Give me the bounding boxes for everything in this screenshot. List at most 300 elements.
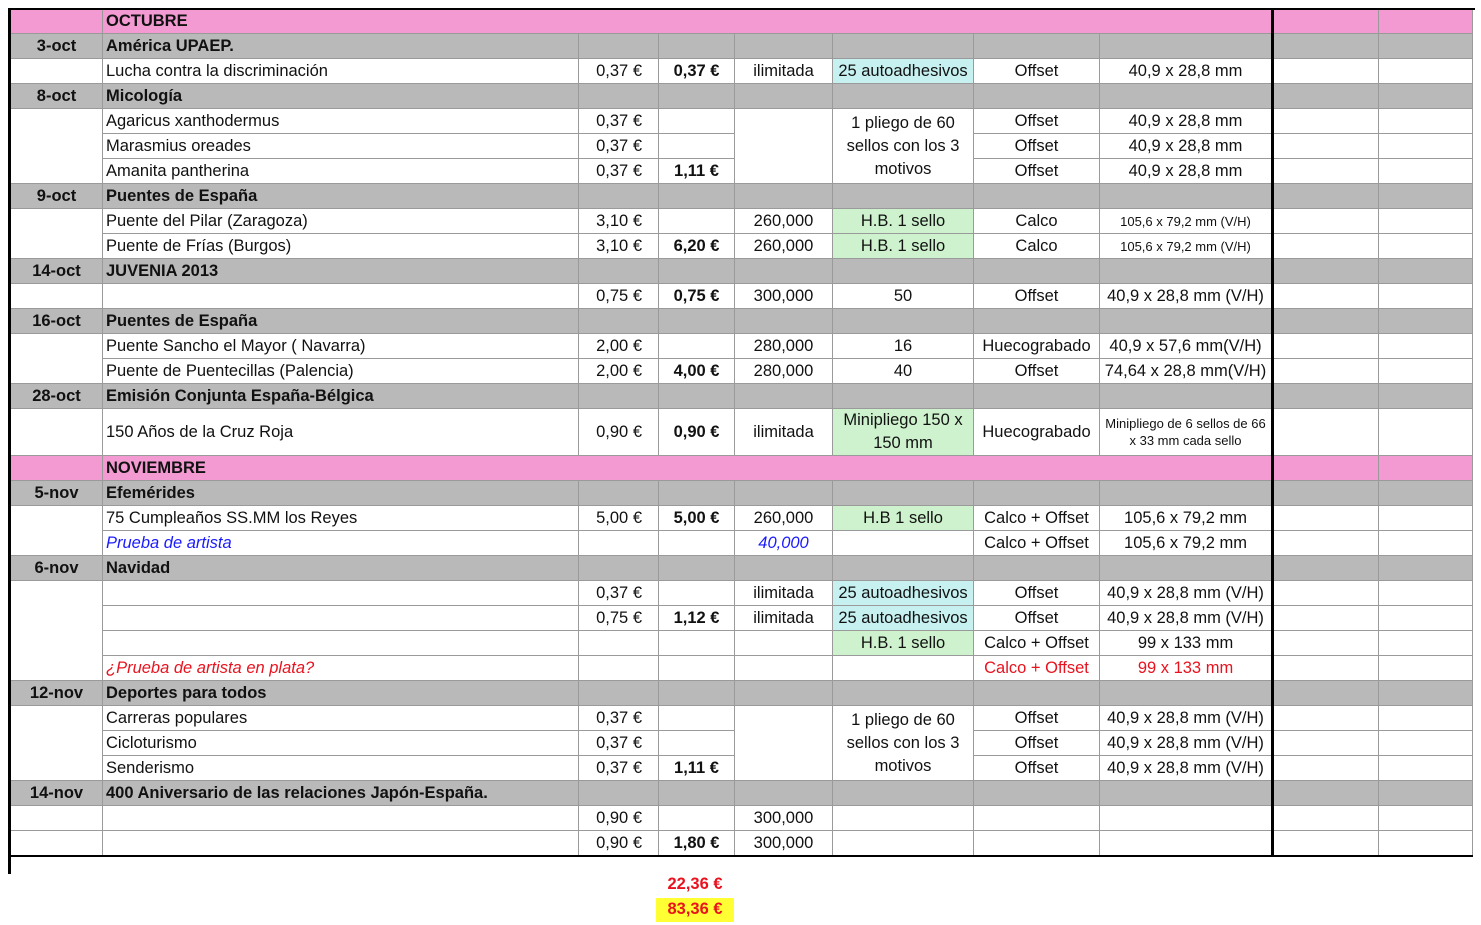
issue-total: 4,00 € bbox=[659, 359, 735, 384]
empty-cell bbox=[11, 706, 103, 781]
issue-date: 5-nov bbox=[11, 481, 103, 506]
stamp-price: 3,10 € bbox=[579, 209, 659, 234]
stamp-title: Cicloturismo bbox=[103, 731, 579, 756]
empty-cell bbox=[1273, 134, 1379, 159]
empty-cell bbox=[1379, 334, 1473, 359]
stamp-title: Puente del Pilar (Zaragoza) bbox=[103, 209, 579, 234]
stamp-price: 0,37 € bbox=[579, 109, 659, 134]
month-row-octubre bbox=[11, 9, 1473, 34]
empty-cell bbox=[579, 384, 659, 409]
empty-cell bbox=[1273, 59, 1379, 84]
empty-cell bbox=[833, 531, 974, 556]
stamp-size: 105,6 x 79,2 mm bbox=[1100, 531, 1273, 556]
stamp-row bbox=[11, 531, 1473, 556]
stamp-format: H.B. 1 sello bbox=[833, 209, 974, 234]
empty-cell bbox=[1273, 409, 1379, 456]
empty-cell bbox=[1379, 481, 1473, 506]
print-method: Offset bbox=[974, 109, 1100, 134]
empty-cell bbox=[659, 184, 735, 209]
empty-cell bbox=[1379, 384, 1473, 409]
print-method: Calco + Offset bbox=[974, 631, 1100, 656]
empty-cell bbox=[735, 481, 833, 506]
stamp-size: 99 x 133 mm bbox=[1100, 656, 1273, 681]
stamp-size: 40,9 x 28,8 mm (V/H) bbox=[1100, 284, 1273, 309]
empty-cell bbox=[833, 259, 974, 284]
empty-cell bbox=[659, 631, 735, 656]
stamp-price: 0,90 € bbox=[579, 831, 659, 857]
month-label: NOVIEMBRE bbox=[103, 456, 1273, 481]
empty-cell bbox=[579, 259, 659, 284]
issue-date: 12-nov bbox=[11, 681, 103, 706]
stamp-row bbox=[11, 359, 1473, 384]
empty-cell bbox=[1273, 481, 1379, 506]
empty-cell bbox=[1379, 731, 1473, 756]
stamp-title bbox=[103, 581, 579, 606]
stamp-schedule-table bbox=[10, 8, 1473, 857]
empty-cell bbox=[1100, 184, 1273, 209]
stamp-row bbox=[11, 409, 1473, 456]
issue-header-row bbox=[11, 556, 1473, 581]
empty-cell bbox=[579, 556, 659, 581]
empty-cell bbox=[1273, 309, 1379, 334]
stamp-price: 2,00 € bbox=[579, 359, 659, 384]
empty-cell bbox=[1379, 259, 1473, 284]
empty-cell bbox=[1273, 581, 1379, 606]
empty-cell bbox=[579, 84, 659, 109]
issue-total: 0,90 € bbox=[659, 409, 735, 456]
stamp-title bbox=[103, 284, 579, 309]
issue-theme: Puentes de España bbox=[103, 309, 579, 334]
print-method: Offset bbox=[974, 731, 1100, 756]
stamp-size: 40,9 x 28,8 mm (V/H) bbox=[1100, 731, 1273, 756]
stamp-format: 1 pliego de 60 sellos con los 3 motivos bbox=[833, 706, 974, 781]
print-method: Huecograbado bbox=[974, 334, 1100, 359]
issue-date: 9-oct bbox=[11, 184, 103, 209]
empty-cell bbox=[833, 481, 974, 506]
empty-cell bbox=[1379, 706, 1473, 731]
stamp-size: 40,9 x 28,8 mm (V/H) bbox=[1100, 606, 1273, 631]
stamp-price: 0,37 € bbox=[579, 581, 659, 606]
issue-header-row bbox=[11, 481, 1473, 506]
empty-cell bbox=[659, 781, 735, 806]
empty-cell bbox=[833, 656, 974, 681]
empty-cell bbox=[974, 184, 1100, 209]
issue-theme: Navidad bbox=[103, 556, 579, 581]
print-method: Offset bbox=[974, 284, 1100, 309]
stamp-title: Puente de Puentecillas (Palencia) bbox=[103, 359, 579, 384]
stamp-row bbox=[11, 606, 1473, 631]
empty-cell bbox=[1273, 234, 1379, 259]
stamp-price: 0,37 € bbox=[579, 134, 659, 159]
empty-cell bbox=[735, 556, 833, 581]
issue-date: 14-nov bbox=[11, 781, 103, 806]
empty-cell bbox=[1379, 159, 1473, 184]
spare-cell bbox=[1273, 9, 1379, 34]
empty-cell bbox=[1100, 481, 1273, 506]
empty-cell bbox=[833, 309, 974, 334]
issue-theme: 400 Aniversario de las relaciones Japón-España. bbox=[103, 781, 579, 806]
print-run: ilimitada bbox=[735, 606, 833, 631]
empty-cell bbox=[833, 384, 974, 409]
empty-cell bbox=[659, 681, 735, 706]
empty-cell bbox=[974, 831, 1100, 857]
stamp-row bbox=[11, 656, 1473, 681]
empty-cell bbox=[1379, 234, 1473, 259]
print-run: 260,000 bbox=[735, 506, 833, 531]
empty-cell bbox=[735, 681, 833, 706]
empty-cell bbox=[1273, 631, 1379, 656]
empty-cell bbox=[659, 134, 735, 159]
empty-cell bbox=[659, 259, 735, 284]
subtotal-value: 22,36 € bbox=[667, 875, 723, 893]
empty-cell bbox=[1379, 606, 1473, 631]
empty-cell bbox=[659, 481, 735, 506]
print-method: Offset bbox=[974, 59, 1100, 84]
empty-cell bbox=[1379, 284, 1473, 309]
print-method: Offset bbox=[974, 606, 1100, 631]
print-method: Huecograbado bbox=[974, 409, 1100, 456]
stamp-format: H.B 1 sello bbox=[833, 506, 974, 531]
stamp-title: Puente Sancho el Mayor ( Navarra) bbox=[103, 334, 579, 359]
empty-cell bbox=[833, 556, 974, 581]
empty-cell bbox=[735, 309, 833, 334]
empty-cell bbox=[1379, 84, 1473, 109]
print-method: Offset bbox=[974, 756, 1100, 781]
stamp-size: 74,64 x 28,8 mm(V/H) bbox=[1100, 359, 1273, 384]
empty-cell bbox=[735, 34, 833, 59]
issue-theme: Micología bbox=[103, 84, 579, 109]
stamp-price: 0,37 € bbox=[579, 159, 659, 184]
empty-cell bbox=[659, 706, 735, 731]
empty-cell bbox=[833, 681, 974, 706]
stamp-row bbox=[11, 334, 1473, 359]
empty-cell bbox=[1273, 706, 1379, 731]
empty-cell bbox=[735, 109, 833, 184]
stamp-title: Puente de Frías (Burgos) bbox=[103, 234, 579, 259]
empty-cell bbox=[11, 334, 103, 384]
issue-total: 0,37 € bbox=[659, 59, 735, 84]
empty-cell bbox=[735, 384, 833, 409]
empty-cell bbox=[1379, 756, 1473, 781]
issue-total: 5,00 € bbox=[659, 506, 735, 531]
print-run: 280,000 bbox=[735, 334, 833, 359]
empty-cell bbox=[1273, 284, 1379, 309]
print-method: Offset bbox=[974, 359, 1100, 384]
stamp-row bbox=[11, 59, 1473, 84]
empty-cell bbox=[1273, 334, 1379, 359]
empty-cell bbox=[1100, 259, 1273, 284]
empty-cell bbox=[1100, 34, 1273, 59]
empty-cell bbox=[579, 34, 659, 59]
empty-cell bbox=[735, 656, 833, 681]
empty-cell bbox=[1100, 806, 1273, 831]
stamp-size: 40,9 x 28,8 mm (V/H) bbox=[1100, 706, 1273, 731]
print-method: Offset bbox=[974, 134, 1100, 159]
issue-theme: JUVENIA 2013 bbox=[103, 259, 579, 284]
empty-cell bbox=[1273, 34, 1379, 59]
empty-cell bbox=[1273, 756, 1379, 781]
empty-cell bbox=[735, 184, 833, 209]
empty-cell bbox=[1379, 309, 1473, 334]
stamp-size: 40,9 x 57,6 mm(V/H) bbox=[1100, 334, 1273, 359]
stamp-format: H.B. 1 sello bbox=[833, 234, 974, 259]
empty-cell bbox=[1100, 309, 1273, 334]
stamp-format: 50 bbox=[833, 284, 974, 309]
stamp-price: 5,00 € bbox=[579, 506, 659, 531]
empty-cell bbox=[11, 806, 103, 831]
empty-cell bbox=[579, 681, 659, 706]
stamp-title: Lucha contra la discriminación bbox=[103, 59, 579, 84]
issue-theme: Puentes de España bbox=[103, 184, 579, 209]
stamp-size: 105,6 x 79,2 mm (V/H) bbox=[1100, 209, 1273, 234]
stamp-size: 40,9 x 28,8 mm bbox=[1100, 109, 1273, 134]
stamp-title: Amanita pantherina bbox=[103, 159, 579, 184]
print-run: ilimitada bbox=[735, 581, 833, 606]
month-date-cell bbox=[11, 9, 103, 34]
stamp-title: 150 Años de la Cruz Roja bbox=[103, 409, 579, 456]
empty-cell bbox=[735, 631, 833, 656]
print-method: Offset bbox=[974, 159, 1100, 184]
print-method: Offset bbox=[974, 706, 1100, 731]
stamp-row bbox=[11, 581, 1473, 606]
empty-cell bbox=[11, 284, 103, 309]
empty-cell bbox=[1379, 581, 1473, 606]
stamp-row bbox=[11, 706, 1473, 731]
empty-cell bbox=[1379, 456, 1473, 481]
issue-header-row bbox=[11, 781, 1473, 806]
empty-cell bbox=[833, 831, 974, 857]
empty-cell bbox=[974, 481, 1100, 506]
stamp-size: 40,9 x 28,8 mm bbox=[1100, 159, 1273, 184]
print-method: Calco bbox=[974, 209, 1100, 234]
print-run: 260,000 bbox=[735, 209, 833, 234]
stamp-format: 1 pliego de 60 sellos con los 3 motivos bbox=[833, 109, 974, 184]
empty-cell bbox=[11, 109, 103, 184]
stamp-row bbox=[11, 234, 1473, 259]
empty-cell bbox=[1273, 184, 1379, 209]
empty-cell bbox=[1273, 259, 1379, 284]
stamp-row bbox=[11, 109, 1473, 134]
empty-cell bbox=[1273, 806, 1379, 831]
issue-header-row bbox=[11, 384, 1473, 409]
stamp-title: Marasmius oreades bbox=[103, 134, 579, 159]
empty-cell bbox=[974, 84, 1100, 109]
empty-cell bbox=[1273, 359, 1379, 384]
empty-cell bbox=[1379, 59, 1473, 84]
empty-cell bbox=[1273, 656, 1379, 681]
empty-cell bbox=[974, 806, 1100, 831]
print-run: 280,000 bbox=[735, 359, 833, 384]
stamp-price: 0,90 € bbox=[579, 806, 659, 831]
empty-cell bbox=[974, 384, 1100, 409]
stamp-size: 99 x 133 mm bbox=[1100, 631, 1273, 656]
stamp-price: 0,37 € bbox=[579, 59, 659, 84]
stamp-size: Minipliego de 6 sellos de 66 x 33 mm cada sello bbox=[1100, 409, 1273, 456]
empty-cell bbox=[1379, 531, 1473, 556]
empty-cell bbox=[659, 84, 735, 109]
stamp-price: 3,10 € bbox=[579, 234, 659, 259]
empty-cell bbox=[1379, 556, 1473, 581]
print-run: 40,000 bbox=[735, 531, 833, 556]
empty-cell bbox=[1100, 781, 1273, 806]
spare-cell bbox=[1379, 9, 1473, 34]
empty-cell bbox=[1273, 781, 1379, 806]
stamp-format: 25 autoadhesivos bbox=[833, 581, 974, 606]
empty-cell bbox=[11, 59, 103, 84]
empty-cell bbox=[659, 581, 735, 606]
empty-cell bbox=[659, 334, 735, 359]
empty-cell bbox=[735, 706, 833, 781]
stamp-format: 25 autoadhesivos bbox=[833, 606, 974, 631]
issue-date: 3-oct bbox=[11, 34, 103, 59]
empty-cell bbox=[659, 309, 735, 334]
empty-cell bbox=[1100, 84, 1273, 109]
empty-cell bbox=[833, 84, 974, 109]
empty-cell bbox=[659, 34, 735, 59]
stamp-title: Agaricus xanthodermus bbox=[103, 109, 579, 134]
empty-cell bbox=[833, 34, 974, 59]
empty-cell bbox=[659, 731, 735, 756]
empty-cell bbox=[735, 259, 833, 284]
stamp-title bbox=[103, 831, 579, 857]
empty-cell bbox=[1273, 84, 1379, 109]
empty-cell bbox=[833, 806, 974, 831]
stamp-title: Prueba de artista bbox=[103, 531, 579, 556]
issue-header-row bbox=[11, 184, 1473, 209]
stamp-price: 0,75 € bbox=[579, 606, 659, 631]
issue-date: 16-oct bbox=[11, 309, 103, 334]
empty-cell bbox=[974, 259, 1100, 284]
stamp-row bbox=[11, 284, 1473, 309]
stamp-size: 40,9 x 28,8 mm (V/H) bbox=[1100, 756, 1273, 781]
empty-cell bbox=[1100, 384, 1273, 409]
empty-cell bbox=[1379, 34, 1473, 59]
empty-cell bbox=[1100, 681, 1273, 706]
empty-cell bbox=[659, 806, 735, 831]
stamp-format: 40 bbox=[833, 359, 974, 384]
empty-cell bbox=[1379, 806, 1473, 831]
empty-cell bbox=[974, 309, 1100, 334]
empty-cell bbox=[735, 781, 833, 806]
empty-cell bbox=[659, 384, 735, 409]
stamp-price: 0,90 € bbox=[579, 409, 659, 456]
empty-cell bbox=[579, 184, 659, 209]
empty-cell bbox=[579, 481, 659, 506]
issue-header-row bbox=[11, 34, 1473, 59]
issue-total: 1,80 € bbox=[659, 831, 735, 857]
empty-cell bbox=[11, 506, 103, 556]
empty-cell bbox=[1379, 109, 1473, 134]
print-method: Calco + Offset bbox=[974, 506, 1100, 531]
stamp-title bbox=[103, 631, 579, 656]
empty-cell bbox=[1379, 781, 1473, 806]
stamp-format: 16 bbox=[833, 334, 974, 359]
empty-cell bbox=[833, 781, 974, 806]
empty-cell bbox=[974, 781, 1100, 806]
empty-cell bbox=[1273, 506, 1379, 531]
issue-total: 1,11 € bbox=[659, 756, 735, 781]
empty-cell bbox=[1379, 506, 1473, 531]
stamp-title: Senderismo bbox=[103, 756, 579, 781]
stamp-format: 25 autoadhesivos bbox=[833, 59, 974, 84]
stamp-row bbox=[11, 806, 1473, 831]
issue-header-row bbox=[11, 309, 1473, 334]
empty-cell bbox=[11, 409, 103, 456]
empty-cell bbox=[1379, 409, 1473, 456]
issue-total: 1,12 € bbox=[659, 606, 735, 631]
stamp-format: Minipliego 150 x 150 mm bbox=[833, 409, 974, 456]
empty-cell bbox=[659, 656, 735, 681]
empty-cell bbox=[1379, 184, 1473, 209]
empty-cell bbox=[659, 556, 735, 581]
empty-cell bbox=[1100, 831, 1273, 857]
issue-header-row bbox=[11, 259, 1473, 284]
empty-cell bbox=[1379, 631, 1473, 656]
stamp-issue-sheet bbox=[10, 8, 1473, 857]
print-run: 300,000 bbox=[735, 284, 833, 309]
print-method: Offset bbox=[974, 581, 1100, 606]
print-run: 260,000 bbox=[735, 234, 833, 259]
stamp-price: 0,37 € bbox=[579, 731, 659, 756]
empty-cell bbox=[1273, 606, 1379, 631]
empty-cell bbox=[1273, 556, 1379, 581]
empty-cell bbox=[1273, 384, 1379, 409]
month-date-cell bbox=[11, 456, 103, 481]
stamp-size: 40,9 x 28,8 mm (V/H) bbox=[1100, 581, 1273, 606]
print-method: Calco bbox=[974, 234, 1100, 259]
empty-cell bbox=[1379, 656, 1473, 681]
empty-cell bbox=[1379, 134, 1473, 159]
empty-cell bbox=[974, 34, 1100, 59]
print-run: ilimitada bbox=[735, 409, 833, 456]
issue-date: 28-oct bbox=[11, 384, 103, 409]
stamp-title: 75 Cumpleaños SS.MM los Reyes bbox=[103, 506, 579, 531]
empty-cell bbox=[1379, 681, 1473, 706]
empty-cell bbox=[1273, 531, 1379, 556]
issue-theme: Efemérides bbox=[103, 481, 579, 506]
stamp-row bbox=[11, 631, 1473, 656]
empty-cell bbox=[11, 581, 103, 681]
issue-total: 0,75 € bbox=[659, 284, 735, 309]
empty-cell bbox=[1100, 556, 1273, 581]
stamp-format: H.B. 1 sello bbox=[833, 631, 974, 656]
stamp-title bbox=[103, 606, 579, 631]
empty-cell bbox=[1379, 209, 1473, 234]
issue-theme: América UPAEP. bbox=[103, 34, 579, 59]
empty-cell bbox=[1273, 209, 1379, 234]
stamp-title: ¿Prueba de artista en plata? bbox=[103, 656, 579, 681]
empty-cell bbox=[1273, 681, 1379, 706]
stamp-size: 105,6 x 79,2 mm bbox=[1100, 506, 1273, 531]
empty-cell bbox=[579, 631, 659, 656]
print-run: 300,000 bbox=[735, 831, 833, 857]
empty-cell bbox=[1379, 359, 1473, 384]
issue-total: 6,20 € bbox=[659, 234, 735, 259]
stamp-size: 40,9 x 28,8 mm bbox=[1100, 134, 1273, 159]
issue-date: 14-oct bbox=[11, 259, 103, 284]
empty-cell bbox=[1273, 731, 1379, 756]
empty-cell bbox=[974, 556, 1100, 581]
print-method: Calco + Offset bbox=[974, 531, 1100, 556]
stamp-price: 0,37 € bbox=[579, 706, 659, 731]
print-run: 300,000 bbox=[735, 806, 833, 831]
empty-cell bbox=[1273, 831, 1379, 857]
empty-cell bbox=[974, 681, 1100, 706]
stamp-row bbox=[11, 831, 1473, 857]
issue-header-row bbox=[11, 84, 1473, 109]
empty-cell bbox=[659, 531, 735, 556]
empty-cell bbox=[833, 184, 974, 209]
